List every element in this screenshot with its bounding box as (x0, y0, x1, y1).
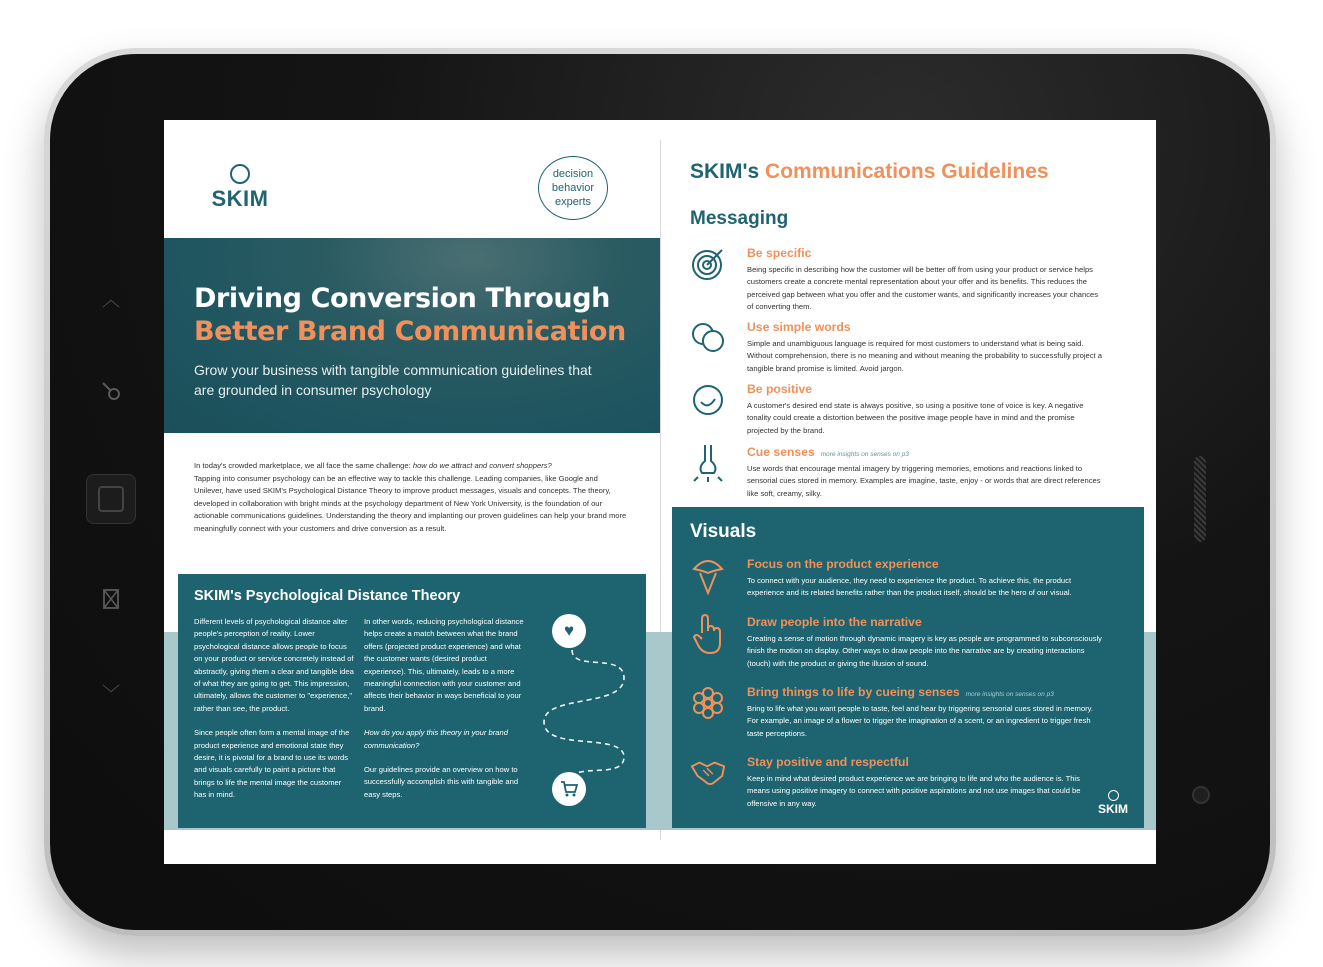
item-title: Be specific (747, 246, 812, 260)
hand-pointer-icon (690, 615, 726, 651)
item-desc: Simple and unambiguous language is required for most customers to understand what is being said. Without comprehension, there is no meaning and without meaning the probability to successfully project a tangible brand promise is limited. Avoid jargon. (747, 339, 1102, 373)
title-main: Communications Guidelines (765, 160, 1049, 183)
theory-column-2 (364, 616, 524, 813)
speaker-grille (1194, 456, 1206, 542)
item-title-text: Cue senses (747, 445, 815, 459)
share-icon[interactable] (102, 588, 120, 614)
item-desc: Bring to life what you want people to taste, feel and hear by triggering sensorial cues stored in memory. For example, an image of a flower to trigger the imagination of a scent, or an ingredient to trigger fresh taste perceptions. (747, 704, 1093, 738)
intro-body: Tapping into consumer psychology can be an effective way to tackle this challenge. Leading companies, like Google and Unilever, have used SKIM's Psychological Distance Theory to improve product messages, visuals and concepts. The theory, developed in collaboration with bright minds at the psychology department of New York University, is the foundation of our actionable communications guidelines. Understanding the theory and implanting our proven guidelines can help your brand more meaningfully connect with your customers and drive conversion as a result. (194, 473, 627, 533)
hero-banner (164, 238, 660, 433)
camera-icon (1192, 786, 1210, 804)
item-title (747, 445, 909, 459)
item-desc: Use words that encourage mental imagery by triggering memories, emotions and reactions linked to sensorial cues stored in memory. Examples are imagine, taste, enjoy - or words that are direct references like soft, creamy, silky. (747, 464, 1101, 498)
theory-paragraph: Our guidelines provide an overview on how to successfully accomplish this with tangible and easy steps. (364, 765, 519, 799)
skim-logo (208, 164, 272, 212)
heart-icon: ♥ (552, 614, 586, 648)
title-brand: SKIM's (690, 160, 760, 183)
nose-icon (690, 445, 726, 481)
journey-path (534, 612, 638, 812)
chevron-down-icon[interactable]: ﹀ (102, 684, 120, 705)
item-title (747, 685, 1054, 699)
logo-text: SKIM (211, 186, 269, 211)
tablet-bezel (50, 54, 1270, 930)
logo-ring-icon (230, 164, 250, 184)
theory-paragraph: Different levels of psychological distance alter people's perception of reality. Lower psychological distance allows people to focus on your product or service concretely instead of abstractly, giving them a clear and tangible idea of what they are going to get. This impression, ultimately, allows the customer to "experience," rather than see, the product. (194, 617, 354, 713)
guidelines-title (690, 160, 1049, 184)
flower-icon (690, 685, 726, 721)
hero-title (194, 282, 626, 348)
item-note: more insights on senses on p3 (965, 691, 1054, 698)
intro-lead: In today's crowded marketplace, we all face the same challenge: (194, 461, 411, 470)
badge-line: decision (552, 168, 594, 180)
handshake-icon (690, 755, 726, 791)
footer-logo-text: SKIM (1098, 802, 1128, 816)
ice-cream-icon (690, 557, 726, 593)
theory-title: SKIM's Psychological Distance Theory (194, 588, 461, 604)
logo-ring-icon (1108, 790, 1119, 801)
item-title: Be positive (747, 382, 813, 396)
visuals-heading: Visuals (690, 521, 757, 542)
item-desc: Being specific in describing how the customer will be better off from using your product or service helps customers create a concrete mental representation about your offer and its benefits. This reduces the perceived gap between what you offer and the customer wants, and significantly increases your chances of converting them. (747, 265, 1099, 312)
intro-paragraph (194, 460, 629, 536)
messaging-heading: Messaging (690, 208, 789, 229)
smile-icon (690, 382, 726, 418)
target-icon (690, 246, 726, 282)
hero-subtitle: Grow your business with tangible communication guidelines that are grounded in consumer psychology (194, 362, 592, 398)
hero-title-line2: Better Brand Communication (194, 316, 626, 347)
chat-bubbles-icon (690, 320, 726, 356)
item-note: more insights on senses on p3 (820, 451, 909, 458)
theory-paragraph: Since people often form a mental image of the product experience and emotional state they desire, it is pivotal for a brand to use its words and visuals carefully to paint a picture that brings to life the mental image the customer has in mind. (194, 728, 350, 800)
badge-line: experts (554, 196, 592, 208)
visuals-section (672, 507, 1144, 828)
footer-skim-logo (1098, 790, 1128, 816)
hero-title-line1: Driving Conversion Through (194, 283, 610, 314)
item-desc: To connect with your audience, they need to experience the product. To achieve this, the product experience and its related benefits rather than the product itself, should be the hero of our visual. (747, 576, 1072, 598)
theory-section (178, 574, 646, 828)
theory-question: How do you apply this theory in your brand communication? (364, 728, 508, 750)
item-desc: A customer's desired end state is always positive, so using a positive tone of voice is key. A negative tonality could create a distortion between the positive image people have in mind and the promise projected by the brand. (747, 401, 1084, 435)
item-title: Use simple words (747, 320, 851, 334)
badge-line: behavior (551, 182, 595, 194)
chevron-up-icon[interactable]: ︿ (102, 290, 120, 311)
square-icon (98, 486, 124, 512)
item-desc: Creating a sense of motion through dynamic imagery is key as people are programmed to subconsciously finish the motion on display. Other ways to draw people into the narrative are by creating interactions (touch) with the product or giving the illusion of sound. (747, 634, 1102, 668)
theory-column-1 (194, 616, 354, 814)
item-title: Stay positive and respectful (747, 755, 909, 769)
item-title-text: Bring things to life by cueing senses (747, 685, 960, 699)
document-screen[interactable] (164, 120, 1156, 864)
tablet-frame (44, 48, 1276, 936)
intro-question: how do we attract and convert shoppers? (412, 461, 552, 470)
home-button[interactable] (86, 474, 136, 524)
cart-icon (552, 772, 586, 806)
item-title: Draw people into the narrative (747, 615, 922, 629)
item-title: Focus on the product experience (747, 557, 939, 571)
item-desc: Keep in mind what desired product experience we are bringing to life and who the audience is. This means using positive imagery to connect with positive aspirations and not use images that could be offensive in any way. (747, 774, 1081, 808)
theory-paragraph: In other words, reducing psychological distance helps create a match between what the brand offers (projected product experience) and what the customer wants (desired product experience). This, ultimately, leads to a more meaningful connection with your customer and affects their behavior in ways beneficial to your brand. (364, 617, 524, 713)
decision-behavior-badge (538, 156, 608, 220)
search-icon[interactable] (100, 380, 122, 406)
